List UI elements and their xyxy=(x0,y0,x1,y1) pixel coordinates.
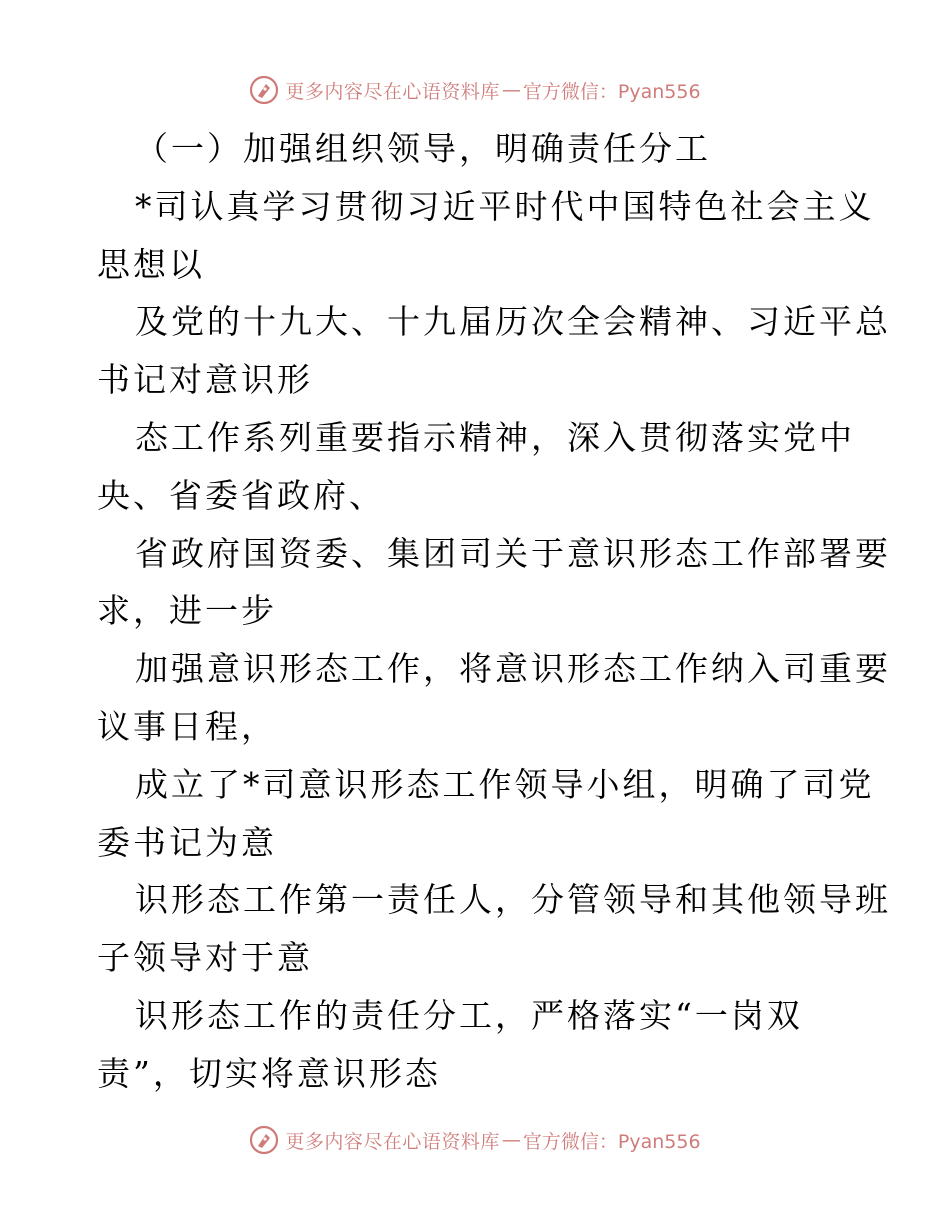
paragraph-line: 议事日程， xyxy=(97,706,277,746)
paragraph-line: 央、省委省政府、 xyxy=(97,475,385,515)
watermark-text: 更多内容尽在心语资料库 xyxy=(285,1130,500,1153)
watermark-contact: 官方微信：Pyan556 xyxy=(522,1130,701,1153)
paragraph-line: 加强意识形态工作，将意识形态工作纳入司重要 xyxy=(135,649,891,689)
paragraph-line: 子领导对于意 xyxy=(97,938,313,978)
paragraph-line: 求，进一步 xyxy=(97,591,277,631)
pen-nib-icon xyxy=(249,75,279,105)
paragraph-line: 省政府国资委、集团司关于意识形态工作部署要 xyxy=(135,533,891,573)
document-body xyxy=(97,120,891,1103)
watermark-text: 更多内容尽在心语资料库 xyxy=(285,80,500,103)
header-watermark xyxy=(0,70,950,110)
pen-nib-icon xyxy=(249,1125,279,1155)
paragraph-line: *司认真学习贯彻习近平时代中国特色社会主义 xyxy=(135,186,875,226)
paragraph-line: 责”，切实将意识形态 xyxy=(97,1053,441,1093)
paragraph-line: 成立了*司意识形态工作领导小组，明确了司党 xyxy=(135,764,875,804)
footer-watermark xyxy=(0,1120,950,1160)
paragraph-line: 委书记为意 xyxy=(97,822,277,862)
section-heading: （一）加强组织领导，明确责任分工 xyxy=(135,129,711,168)
paragraph-line: 态工作系列重要指示精神，深入贯彻落实党中 xyxy=(135,417,855,457)
paragraph-line: 识形态工作的责任分工，严格落实“一岗双 xyxy=(135,995,803,1035)
paragraph-line: 书记对意识形 xyxy=(97,360,313,400)
paragraph-line: 及党的十九大、十九届历次全会精神、习近平总 xyxy=(135,302,891,342)
watermark-contact: 官方微信：Pyan556 xyxy=(522,80,701,103)
paragraph-line: 思想以 xyxy=(97,244,205,284)
paragraph-line: 识形态工作第一责任人，分管领导和其他领导班 xyxy=(135,880,891,920)
watermark-separator: — xyxy=(501,1129,521,1151)
watermark-separator: — xyxy=(501,79,521,101)
